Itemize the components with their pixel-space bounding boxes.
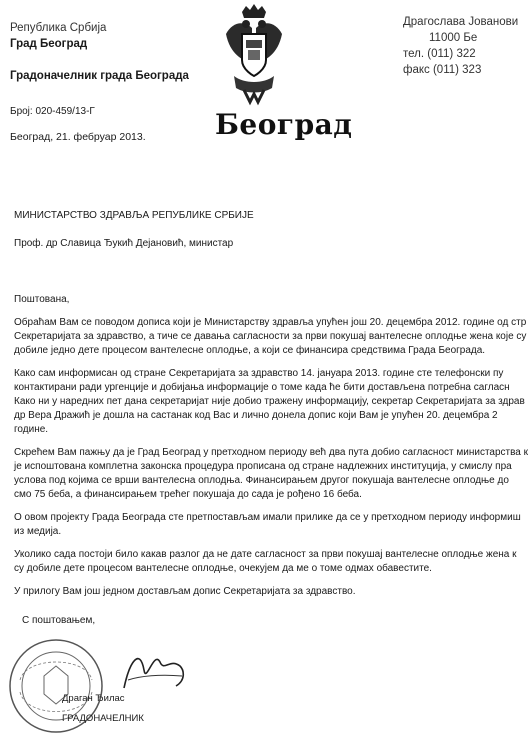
- street-address: Драгослава Јованови: [403, 16, 519, 28]
- paragraph-1: [14, 316, 527, 358]
- paragraph-3: [14, 446, 528, 502]
- paragraph-5: [14, 548, 517, 576]
- text-line: су добиле дете процесом вантелесне оплодње, очекујем да ме о томе одмах обавестите.: [14, 563, 432, 574]
- text-line: Секретаријата за здравство, а тиче се давања сагласности за први покушај вантелесне оплодње жена које су: [14, 331, 527, 342]
- signer-name: Драган Ђилас: [62, 693, 125, 704]
- text-line: др Вера Дражић је дошла на састанак код Вас и лично донела допис који Вам је упућен 20. децембра 2: [14, 410, 498, 421]
- reference-number: Број: 020-459/13-Г: [10, 106, 95, 117]
- text-line: године.: [14, 424, 49, 435]
- city-label: Град Београд: [10, 38, 88, 50]
- text-line: смо 75 беба, а финансирањем трећег покушаја до сада је рођено 16 беба.: [14, 489, 362, 500]
- handwritten-signature: [120, 640, 190, 700]
- paragraph-2: [14, 367, 525, 437]
- signer-title: ГРАДОНАЧЕЛНИК: [62, 713, 144, 724]
- letterhead-right: [403, 14, 523, 78]
- text-line: О овом пројекту Града Београда сте претпостављам имали прилике да се у претходном периоду информиш: [14, 512, 521, 523]
- city-logo-text: Београд: [215, 108, 353, 141]
- mayor-office-label: Градоначелник града Београда: [10, 70, 189, 82]
- text-line: Уколико сада постоји било какав разлог да не дате сагласност за први покушај вантелесне оплодње жена к: [14, 549, 517, 560]
- text-line: Скрећем Вам пажњу да је Град Београд у претходном периоду већ два пута добио сагласност министарства к: [14, 447, 528, 458]
- text-line: Обраћам Вам се поводом дописа који је Министарству здравља упућен још 20. децембра 2012. године од стр: [14, 317, 527, 328]
- postal-code: 11000 Бе: [429, 32, 478, 44]
- letter-date: Београд, 21. фебруар 2013.: [10, 131, 146, 143]
- fax-number: факс (011) 323: [403, 64, 482, 76]
- text-line: Како ни у наредних пет дана секретаријат није добио тражену информацију, секретар Секретаријата за здрав: [14, 396, 525, 407]
- letter-body: [14, 293, 528, 608]
- text-line: добиле једно дете процесом вантелесне оплодње, а који се финансира средствима Града Београда.: [14, 345, 486, 356]
- recipient-person: Проф. др Славица Ђукић Дејановић, министар: [14, 238, 234, 249]
- text-line: У прилогу Вам још једном достављам допис Секретаријата за здравство.: [14, 586, 356, 597]
- paragraph-4: [14, 511, 521, 539]
- text-line: контактирани ради ургенције и добијања информације о томе када ће бити достављена потребна сагласн: [14, 382, 510, 393]
- text-line: из медија.: [14, 526, 62, 537]
- phone-number: тел. (011) 322: [403, 48, 476, 60]
- republic-label: Република Србија: [10, 22, 107, 34]
- letterhead-left: [10, 20, 220, 84]
- greeting: Поштована,: [14, 294, 70, 305]
- paragraph-6: [14, 585, 500, 599]
- coat-of-arms-icon: [222, 4, 286, 104]
- text-line: Како сам информисан од стране Секретаријата за здравство 14. јануара 2013. године сте телефонски пу: [14, 368, 504, 379]
- recipient-institution: МИНИСТАРСТВО ЗДРАВЉА РЕПУБЛИКЕ СРБИЈЕ: [14, 210, 254, 221]
- closing-salutation: С поштовањем,: [22, 615, 96, 626]
- text-line: је испоштована комплетна законска процедура прописана од стране надлежних институција, у смислу пра: [14, 461, 512, 472]
- text-line: услова под којима се врши вантелесна оплодња. Финансирањем другог покушаја вантелесне оплодње до: [14, 475, 509, 486]
